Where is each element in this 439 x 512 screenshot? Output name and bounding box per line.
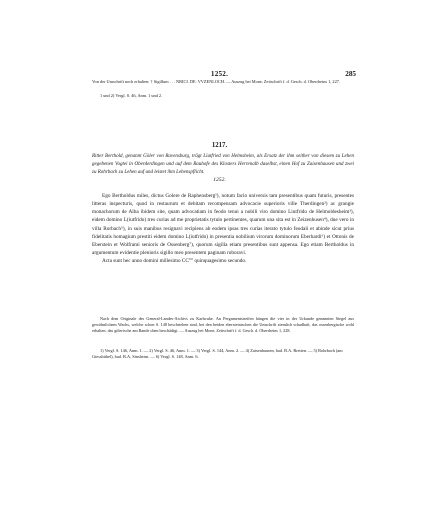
previous-document-seal-note: Von der Umschrift noch erhalten: † Sigillum . . . NRICI. DE. VVZENLOCH. — Auszug bei Mone, Zeitschrift f. d. Gesch. d. Oberrheins 1, 227.: [92, 79, 340, 84]
source-note-text: Nach dem Originale des General-Landes-Archivs zu Karlsruhe. An Pergamentstreifen hängen die vier in der Urkunde genannten Siegel aus gewöhnlichem Wachs, welche schon S. 148 beschrieben sind, bei den beiden ebersteinischen die Umschrift ziemlich schadhaft, das ossenbergische wohl erhalten, das gölerische am Rande oben beschädigt. — Auszug bei Mone, Zeitschrift f. d. Gesch. d. Oberrheins 1, 228.: [92, 316, 354, 334]
document-regest: Ritter Berthold, genannt Göler von Ravensburg, trägt Liutfried von Helmsheim, als Ersatz der ihm seither von diesem zu Lehen gegebenen Vogtei in Oberderdingen und auf dem Bauhofe des Klosters Herrenalb daselbst, einen Hof zu Zaisenhausen und zwei zu Rohrbach zu Lehen auf und leistet ihm Lehenspflicht.: [92, 154, 354, 176]
running-header-year: 1252.: [210, 70, 229, 78]
source-note: [92, 316, 354, 334]
document-number: 1217.: [211, 142, 228, 149]
previous-document-footnotes: 1 und 2) Vergl. S. 46, Anm. 1 und 2.: [100, 93, 163, 98]
document-date: 1252.: [213, 177, 226, 183]
charter-paragraph: Ego Bertholdus miles, dictus Golere de Raphensberg¹), notum facio universis tam presentibus quam futuris, presentes litteras inspecturis, quod in restaurum et debitam recompensam advocacie superioris ville Therdingen²) ac grangie monachorum de Alba ibidem site, quam advocatiam in feodo tenui a nobili viro domino Liutfrido de Helmoldesheim³), eidem domino L(iutfrido) tres curias ad me proprietatis tytulo pertinentes, quarum una sita est in Zeizenhusen⁴), due vero in villa Rorbach⁵), in suis manibus resignavi recipiens ab eodem ipsas tres curias iterato tytulo feodali et abinde sicut prius fidelitatis homagium prestiti eidem domino L(iutfrido) in presentia nobilium virorum dominorum Eberhardi⁶) et Ottonis de Eberstein et Wolframi senioris de Ossenberg⁷), quorum sigilla etiam presentibus sunt appensa. Ego etiam Bertholdus in argumentum evidentie plenioris sigillo meo presentem paginam roboravi.: [92, 193, 354, 257]
charter-text: [92, 192, 354, 265]
page-number: 285: [345, 70, 356, 78]
charter-closing: Acta sunt hec anno domini millesimo CC°° quinquagesimo secundo.: [102, 258, 247, 265]
footnote-line: 1) Vergl. S. 146, Anm. 1. — 2) Vergl. S. 46, Anm. 1. — 3) Vergl. S. 144, Anm. 2. — 4) Zaisenhausen, bad. B.A. Bretten. — 5) Rohrbach (am Giessbühel), bad. B.A. Sinsheim. — 6) Vergl. S. 148, Anm. 6.: [92, 348, 343, 360]
footnotes: [92, 348, 354, 361]
